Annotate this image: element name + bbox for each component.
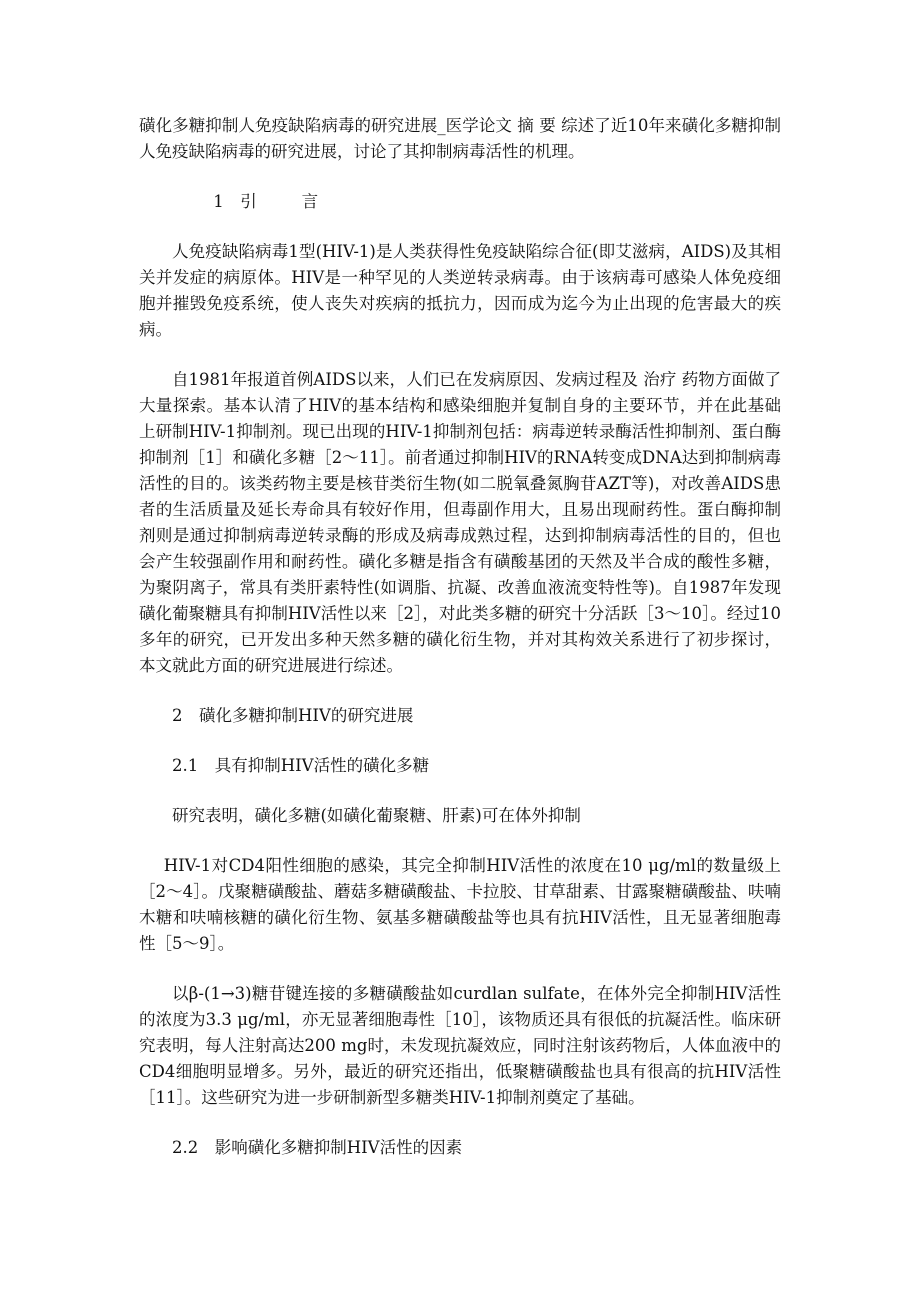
section-number: 2 — [172, 706, 183, 725]
paragraph-research-shows: 研究表明，磺化多糖(如磺化葡聚糖、肝素)可在体外抑制 — [172, 806, 581, 825]
section-title: 影响磺化多糖抑制HIV活性的因素 — [214, 1138, 463, 1157]
paragraph-hiv-inhibition: HIV-1对CD4阳性细胞的感染，其完全抑制HIV活性的浓度在10 μg/ml的数量级上［2～4］。戊聚糖磺酸盐、蘑菇多糖磺酸盐、卡拉胶、甘草甜素、甘露聚糖磺酸盐、呋喃木糖和呋喃核糖的磺化衍生物、氨基多糖磺酸盐等也具有抗HIV活性，且无显著细胞毒性［5～9］。 — [139, 856, 781, 953]
section-title: 磺化多糖抑制HIV的研究进展 — [199, 706, 414, 725]
section-heading-2-1 — [139, 753, 781, 779]
section-number: 2.2 — [172, 1138, 199, 1157]
section-title: 具有抑制HIV活性的磺化多糖 — [214, 756, 430, 775]
section-heading-1 — [139, 189, 781, 215]
paragraph-hiv-definition: 人免疫缺陷病毒1型(HIV-1)是人类获得性免疫缺陷综合征(即艾滋病，AIDS)及其相关并发症的病原体。HIV是一种罕见的人类逆转录病毒。由于该病毒可感染人体免疫细胞并摧毁免疫系统，使人丧失对疾病的抵抗力，因而成为迄今为止出现的危害最大的疾病。 — [139, 242, 781, 339]
document-page — [139, 113, 781, 1185]
paragraph-curdlan-sulfate: 以β-(1→3)糖苷键连接的多糖磺酸盐如curdlan sulfate，在体外完全抑制HIV活性的浓度为3.3 μg/ml，亦无显著细胞毒性［10］，该物质还具有很低的抗凝活性。临床研究表明，每人注射高达200 mg时，未发现抗凝效应，同时注射该药物后，人体血液中的CD4细胞明显增多。另外，最近的研究还指出，低聚糖磺酸盐也具有很高的抗HIV活性［11］。这些研究为进一步研制新型多糖类HIV-1抑制剂奠定了基础。 — [139, 984, 781, 1107]
section-heading-2-2 — [139, 1135, 781, 1161]
section-number: 2.1 — [172, 756, 199, 775]
document-intro: 磺化多糖抑制人免疫缺陷病毒的研究进展_医学论文 摘 要 综述了近10年来磺化多糖抑制人免疫缺陷病毒的研究进展，讨论了其抑制病毒活性的机理。 — [139, 116, 781, 161]
paragraph-aids-research: 自1981年报道首例AIDS以来，人们已在发病原因、发病过程及 治疗 药物方面做了大量探索。基本认清了HIV的基本结构和感染细胞并复制自身的主要环节，并在此基础上研制HIV-1抑制剂。现已出现的HIV-1抑制剂包括：病毒逆转录酶活性抑制剂、蛋白酶抑制剂［1］和磺化多糖［2～11］。前者通过抑制HIV的RNA转变成DNA达到抑制病毒活性的目的。该类药物主要是核苷类衍生物(如二脱氧叠氮胸苷AZT等)，对改善AIDS患者的生活质量及延长寿命具有较好作用，但毒副作用大，且易出现耐药性。蛋白酶抑制剂则是通过抑制病毒逆转录酶的形成及病毒成熟过程，达到抑制病毒活性的目的，但也会产生较强副作用和耐药性。磺化多糖是指含有磺酸基团的天然及半合成的酸性多糖，为聚阴离子，常具有类肝素特性(如调脂、抗凝、改善血液流变特性等)。自1987年发现磺化葡聚糖具有抑制HIV活性以来［2］，对此类多糖的研究十分活跃［3～10］。经过10多年的研究，已开发出多种天然多糖的磺化衍生物，并对其构效关系进行了初步探讨，本文就此方面的研究进展进行综述。 — [139, 370, 781, 675]
section-title: 引 言 — [240, 192, 338, 211]
section-heading-2 — [139, 703, 781, 729]
section-number: 1 — [213, 192, 224, 211]
